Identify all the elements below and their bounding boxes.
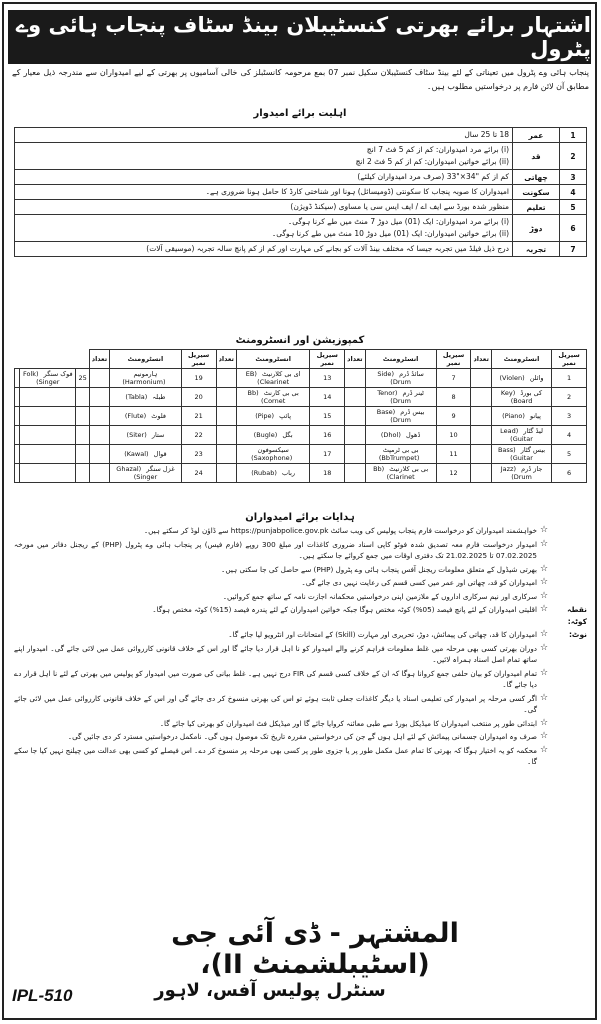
composition-serial: 14 bbox=[310, 388, 345, 407]
composition-instrument bbox=[491, 464, 551, 483]
eligibility-row bbox=[15, 170, 587, 185]
instruction-item bbox=[14, 643, 587, 666]
composition-row bbox=[15, 369, 587, 388]
composition-header: انسٹرومنٹ bbox=[237, 350, 310, 369]
composition-instrument bbox=[237, 426, 310, 445]
composition-count bbox=[15, 388, 20, 407]
composition-serial: 23 bbox=[181, 445, 216, 464]
instruction-text: اقلیتی امیدواران کے لئے پانچ فیصد (05%) کوٹہ مختص ہوگا جبکہ خواتین امیدواران کے لئے پندرہ فیصد (15%) کوٹہ مختص ہوگا۔ bbox=[152, 605, 537, 614]
composition-instrument bbox=[237, 369, 310, 388]
eligibility-serial: 5 bbox=[560, 200, 587, 215]
composition-instrument bbox=[365, 464, 436, 483]
composition-serial bbox=[76, 464, 89, 483]
composition-serial bbox=[76, 407, 89, 426]
instruction-item bbox=[14, 693, 587, 716]
composition-count bbox=[471, 407, 491, 426]
instrument-urdu: جاز ڈرم bbox=[521, 465, 543, 473]
composition-serial: 18 bbox=[310, 464, 345, 483]
instrument-english: (Lead Guitar) bbox=[500, 427, 533, 443]
instruction-item bbox=[14, 668, 587, 691]
instruction-tag: نقطہ کوٹہ: bbox=[567, 605, 587, 626]
composition-serial: 9 bbox=[436, 407, 471, 426]
composition-title: کمپوزیشن اور انسٹرومنٹ bbox=[235, 335, 365, 346]
composition-serial: 7 bbox=[436, 369, 471, 388]
eligibility-value bbox=[15, 170, 513, 185]
instruction-tag bbox=[551, 718, 587, 730]
instructions-title: ہدایات برائے امیدواران bbox=[245, 512, 355, 523]
star-bullet-icon: ☆ bbox=[539, 692, 549, 703]
instruction-item bbox=[14, 731, 587, 743]
instructions-list bbox=[14, 525, 587, 770]
instruction-tag bbox=[551, 577, 587, 589]
composition-count bbox=[216, 464, 236, 483]
eligibility-line: درج ذیل فیلڈ میں تجربہ جیسا کہ مختلف بینڈ آلات کو بجانے کی مہارت اور کم از کم پانچ سالہ تجربہ (موسیقی آلات) bbox=[146, 244, 509, 253]
eligibility-label: تعلیم bbox=[513, 200, 560, 215]
composition-instrument bbox=[365, 445, 436, 464]
composition-serial bbox=[76, 388, 89, 407]
instruction-tag bbox=[551, 539, 587, 562]
eligibility-label: قد bbox=[513, 143, 560, 170]
instrument-english: (Bb Cornet) bbox=[247, 389, 286, 405]
composition-count bbox=[345, 407, 365, 426]
eligibility-value bbox=[15, 200, 513, 215]
instruction-item bbox=[14, 564, 587, 576]
eligibility-row bbox=[15, 200, 587, 215]
instrument-english: (BbTrumpet) bbox=[378, 454, 420, 462]
eligibility-serial: 3 bbox=[560, 170, 587, 185]
composition-count bbox=[15, 369, 20, 388]
instruction-text: دوران بھرتی کسی بھی مرحلہ میں غلط معلومات فراہم کرنے والے امیدوار کو نا اہل قرار دیا جائے گا اور اس کے خلاف قانونی کارروائی عمل میں لائی جائے گی۔ امیدوار اپنے ساتھ تمام اصل اسناد ہمراہ لائیں۔ bbox=[14, 643, 537, 664]
composition-serial: 6 bbox=[552, 464, 587, 483]
instruction-text: امیدوار درخواست فارم معہ تصدیق شدہ فوٹو کاپی اسناد ضروری کاغذات اور مبلغ 300 روپے (فارم فیس) پر پنجاب ہائی وے پٹرول (PHP) کے ریجنل دفاتر میں مورخہ 07.02.2025 تا 21.02.2025 تک دفتری اوقات میں جمع کروائے جا سکتے ہیں۔ bbox=[14, 539, 537, 560]
composition-header: انسٹرومنٹ bbox=[110, 350, 182, 369]
eligibility-line: منظور شدہ بورڈ سے ایف اے / ایف ایس سی یا مساوی (سیکنڈ ڈویژن) bbox=[290, 202, 509, 211]
eligibility-title: اہلیت برائے امیدوار bbox=[253, 108, 347, 119]
instruction-item bbox=[14, 591, 587, 603]
instrument-urdu: بی بی ٹرمپٹ bbox=[382, 446, 419, 454]
composition-count bbox=[216, 407, 236, 426]
composition-serial: 10 bbox=[436, 426, 471, 445]
composition-instrument bbox=[491, 445, 551, 464]
composition-count bbox=[216, 388, 236, 407]
composition-instrument bbox=[20, 445, 76, 464]
instrument-urdu: وائلن bbox=[529, 374, 544, 382]
instrument-english: (Harmonium) bbox=[122, 378, 166, 386]
instruction-item bbox=[14, 539, 587, 562]
composition-count bbox=[471, 388, 491, 407]
instruction-tag bbox=[551, 731, 587, 743]
composition-header: تعداد bbox=[471, 350, 491, 369]
instrument-english: (Pipe) bbox=[255, 412, 275, 420]
composition-instrument bbox=[20, 369, 76, 388]
eligibility-line: امیدواران کا صوبہ پنجاب کا سکونتی (ڈومیسائل) ہونا اور شناختی کارڈ کا حامل ہونا ضروری ہے۔ bbox=[205, 187, 509, 196]
composition-count bbox=[89, 464, 109, 483]
eligibility-line: (ii) برائے خواتین امیدواران: کم از کم 5 فٹ 2 انچ bbox=[355, 157, 509, 166]
composition-instrument bbox=[237, 388, 310, 407]
composition-row bbox=[15, 426, 587, 445]
instrument-english: (EB Clearinet) bbox=[245, 370, 290, 386]
instruction-item bbox=[14, 718, 587, 730]
eligibility-row bbox=[15, 215, 587, 242]
composition-header: تعداد bbox=[89, 350, 109, 369]
eligibility-serial: 2 bbox=[560, 143, 587, 170]
instrument-urdu: بی بی کلارنیٹ bbox=[389, 465, 429, 473]
eligibility-line: (i) برائے مرد امیدواران: ایک (01) میل دوڑ 7 منٹ میں طے کرنا ہوگی۔ bbox=[287, 217, 509, 226]
eligibility-row bbox=[15, 242, 587, 257]
eligibility-label: دوڑ bbox=[513, 215, 560, 242]
composition-count bbox=[471, 369, 491, 388]
eligibility-line: (ii) برائے خواتین امیدواران: ایک (01) میل دوڑ 10 منٹ میں طے کرنا ہوگی۔ bbox=[271, 229, 509, 238]
composition-serial: 13 bbox=[310, 369, 345, 388]
composition-count bbox=[345, 426, 365, 445]
instruction-item bbox=[14, 745, 587, 768]
composition-row bbox=[15, 407, 587, 426]
composition-serial: 4 bbox=[552, 426, 587, 445]
instrument-urdu: غزل سنگر bbox=[146, 465, 175, 473]
instrument-urdu: ستار bbox=[151, 431, 165, 439]
composition-instrument bbox=[20, 464, 76, 483]
advertiser-signature: المشتہر - ڈی آئی جی (اسٹیبلشمنٹ II)، bbox=[171, 918, 459, 980]
instrument-english: (Piano) bbox=[502, 412, 525, 420]
composition-header: انسٹرومنٹ bbox=[365, 350, 436, 369]
eligibility-row bbox=[15, 185, 587, 200]
instrument-urdu: سائڈ ڈرم bbox=[399, 370, 424, 378]
composition-row bbox=[15, 445, 587, 464]
composition-count bbox=[345, 388, 365, 407]
eligibility-value bbox=[15, 242, 513, 257]
instrument-urdu: بیس گٹار bbox=[520, 446, 546, 454]
instrument-english: (Flute) bbox=[124, 412, 147, 420]
star-bullet-icon: ☆ bbox=[539, 744, 549, 755]
composition-serial: 15 bbox=[310, 407, 345, 426]
instrument-urdu: سیکسوفون bbox=[257, 446, 289, 454]
instruction-text: تمام امیدواران کو بیان حلفی جمع کروانا ہوگا کہ ان کے خلاف کسی قسم کی FIR درج نہیں ہے۔ غلط بیانی کی صورت میں امیدوار کو پولیس میں بھرتی کے لئے نا اہل قرار دے دیا جائے گا۔ bbox=[14, 668, 537, 689]
instruction-text: محکمہ کو یہ اختیار ہوگا کہ بھرتی کا تمام عمل مکمل طور پر یا جزوی طور پر کسی بھی مرحلہ پر منسوخ کر دے۔ اس فیصلے کو کسی بھی عدالت میں چیلنج نہیں کیا جا سکے گا۔ bbox=[14, 745, 537, 766]
intro-text: پنجاب ہائی وے پٹرول میں تعیناتی کے لئے بینڈ سٹاف کنسٹیبلان سکیل نمبر 07 بمع مرحومہ کانسٹبلز کی خالی آسامیوں پر بھرتی کے لیے امیدواران سے مندرجہ ذیل معیار کے مطابق آن لائن فارم پر درخواستیں مطلوب ہیں۔ bbox=[12, 68, 590, 91]
composition-instrument bbox=[365, 388, 436, 407]
composition-instrument bbox=[110, 464, 182, 483]
instrument-urdu: ای بی کلارنیٹ bbox=[261, 370, 301, 378]
eligibility-value bbox=[15, 143, 513, 170]
composition-header: سیریل نمبر bbox=[552, 350, 587, 369]
instrument-urdu: ٹینر ڈرم bbox=[402, 389, 424, 397]
instruction-tag bbox=[551, 745, 587, 768]
eligibility-line: (i) برائے مرد امیدواران: کم از کم 5 فٹ 7 انچ bbox=[366, 145, 509, 154]
instruction-text: سرکاری اور نیم سرکاری اداروں کے ملازمین اپنی درخواستیں محکمانہ اجازت نامہ کے ساتھ جمع کروائیں۔ bbox=[222, 591, 537, 601]
composition-header: سیریل نمبر bbox=[436, 350, 471, 369]
instruction-tag bbox=[551, 525, 587, 537]
star-bullet-icon: ☆ bbox=[539, 538, 549, 549]
composition-instrument bbox=[237, 464, 310, 483]
instruction-tag bbox=[551, 643, 587, 666]
composition-serial: 1 bbox=[552, 369, 587, 388]
instrument-english: (Tenor Drum) bbox=[377, 389, 411, 405]
instrument-english: (Bb Clarinet) bbox=[373, 465, 415, 481]
eligibility-label: تجربہ bbox=[513, 242, 560, 257]
composition-count bbox=[89, 407, 109, 426]
composition-instrument bbox=[20, 407, 76, 426]
composition-serial: 24 bbox=[181, 464, 216, 483]
composition-row bbox=[15, 464, 587, 483]
instruction-item bbox=[14, 577, 587, 589]
instrument-urdu: فوک سنگر bbox=[43, 370, 73, 378]
composition-serial: 22 bbox=[181, 426, 216, 445]
composition-serial: 20 bbox=[181, 388, 216, 407]
instrument-urdu: پیانو bbox=[529, 412, 541, 420]
composition-count bbox=[345, 464, 365, 483]
instrument-urdu: کی بورڈ bbox=[520, 389, 543, 397]
composition-serial: 12 bbox=[436, 464, 471, 483]
composition-serial: 19 bbox=[181, 369, 216, 388]
eligibility-serial: 7 bbox=[560, 242, 587, 257]
instrument-urdu: پائپ bbox=[279, 412, 292, 420]
eligibility-serial: 1 bbox=[560, 128, 587, 143]
instrument-english: (Bass Guitar) bbox=[497, 446, 533, 462]
instrument-urdu: ہارمونیم bbox=[133, 370, 158, 378]
instrument-english: (Tabla) bbox=[125, 393, 148, 401]
eligibility-serial: 6 bbox=[560, 215, 587, 242]
instrument-english: (Key Board) bbox=[500, 389, 533, 405]
instruction-text: امیدواران کو قد، چھاتی اور عمر میں کسی قسم کی رعایت نہیں دی جائے گی۔ bbox=[301, 578, 537, 587]
instruction-item bbox=[14, 629, 587, 641]
instrument-english: (Ghazal Singer) bbox=[116, 465, 158, 481]
composition-count bbox=[216, 369, 236, 388]
eligibility-serial: 4 bbox=[560, 185, 587, 200]
composition-header: انسٹرومنٹ bbox=[491, 350, 551, 369]
composition-count bbox=[89, 388, 109, 407]
composition-header: سیریل نمبر bbox=[181, 350, 216, 369]
eligibility-row bbox=[15, 143, 587, 170]
instruction-item bbox=[14, 604, 587, 627]
composition-instrument bbox=[237, 445, 310, 464]
instrument-urdu: بگل bbox=[282, 431, 293, 439]
composition-instrument bbox=[110, 445, 182, 464]
instrument-urdu: فلوٹ bbox=[151, 412, 167, 420]
instrument-urdu: بیس ڈرم bbox=[400, 408, 425, 416]
instruction-text: اگر کسی مرحلہ پر امیدوار کی تعلیمی اسناد یا دیگر کاغذات جعلی ثابت ہوئے تو اس کی بھرتی منسوخ کر دی جائے گی اور اس کے خلاف قانونی کارروائی عمل میں لائی جائے گی۔ bbox=[14, 693, 537, 714]
eligibility-label: چھاتی bbox=[513, 170, 560, 185]
composition-instrument bbox=[365, 407, 436, 426]
instruction-text: صرف وہ امیدواران جسمانی پیمائش کے لئے اہل ہوں گے جن کی درخواستیں مقررہ تاریخ تک موصول ہوں گی۔ نامکمل درخواستیں مسترد کر دی جائیں گی۔ bbox=[67, 732, 537, 741]
star-bullet-icon: ☆ bbox=[539, 717, 549, 728]
instruction-text: ابتدائی طور پر منتخب امیدواران کا میڈیکل بورڈ سے طبی معائنہ کروایا جائے گا اور میڈیکل فٹ امیدواران کو بھرتی کیا جائے گا۔ bbox=[159, 718, 537, 728]
star-bullet-icon: ☆ bbox=[539, 604, 549, 614]
composition-instrument bbox=[110, 388, 182, 407]
composition-count bbox=[471, 445, 491, 464]
star-bullet-icon: ☆ bbox=[539, 642, 549, 653]
ipl-code: IPL-510 bbox=[12, 986, 73, 1005]
instruction-text: بھرتی شیڈول کے متعلق معلومات ریجنل آفس پنجاب ہائی وے پٹرول (PHP) سے حاصل کی جا سکتی ہیں۔ bbox=[221, 564, 537, 574]
eligibility-line: کم از کم "34×"33 (صرف مرد امیدواران کیلئے) bbox=[357, 172, 509, 181]
instrument-english: (Kawal) bbox=[124, 450, 149, 458]
star-bullet-icon: ☆ bbox=[539, 563, 549, 574]
composition-serial: 11 bbox=[436, 445, 471, 464]
composition-serial: 21 bbox=[181, 407, 216, 426]
instruction-tag bbox=[551, 668, 587, 691]
composition-count bbox=[15, 407, 20, 426]
instruction-tag bbox=[551, 693, 587, 716]
composition-serial: 16 bbox=[310, 426, 345, 445]
eligibility-label: عمر bbox=[513, 128, 560, 143]
composition-table bbox=[14, 349, 587, 483]
composition-serial: 17 bbox=[310, 445, 345, 464]
composition-instrument bbox=[491, 388, 551, 407]
composition-instrument bbox=[491, 426, 551, 445]
instrument-english: (Dhol) bbox=[380, 431, 401, 439]
composition-serial: 25 bbox=[76, 369, 89, 388]
composition-instrument bbox=[237, 407, 310, 426]
composition-instrument bbox=[365, 369, 436, 388]
instrument-english: (Base Drum) bbox=[376, 408, 411, 424]
composition-instrument bbox=[491, 369, 551, 388]
composition-count bbox=[216, 445, 236, 464]
office-address: سنٹرل پولیس آفس، لاہور bbox=[154, 980, 386, 1001]
instruction-text: خواہشمند امیدواران کو درخواست فارم پنجاب پولیس کی ویب سائٹ https://punjabpolice.gov.pk سے ڈاؤن لوڈ کر سکتے ہیں۔ bbox=[143, 526, 537, 535]
instruction-tag bbox=[551, 564, 587, 576]
eligibility-label: سکونت bbox=[513, 185, 560, 200]
instrument-english: (Jazz Drum) bbox=[500, 465, 532, 481]
headline-banner: اشتہار برائے بھرتی کنسٹیبلان بینڈ سٹاف پنجاب ہائی وے پٹرول bbox=[8, 10, 591, 64]
instrument-urdu: لیڈ گٹار bbox=[523, 427, 543, 435]
composition-instrument bbox=[365, 426, 436, 445]
composition-count bbox=[471, 426, 491, 445]
composition-count bbox=[89, 426, 109, 445]
composition-instrument bbox=[491, 407, 551, 426]
composition-instrument bbox=[110, 426, 182, 445]
eligibility-value bbox=[15, 185, 513, 200]
star-bullet-icon: ☆ bbox=[539, 525, 549, 535]
eligibility-value bbox=[15, 215, 513, 242]
instrument-urdu: ڈھول bbox=[405, 431, 421, 439]
composition-count bbox=[89, 369, 109, 388]
instrument-urdu: بی بی کارنٹ bbox=[263, 389, 299, 397]
composition-serial: 2 bbox=[552, 388, 587, 407]
eligibility-row bbox=[15, 128, 587, 143]
composition-instrument bbox=[20, 426, 76, 445]
eligibility-table bbox=[14, 127, 587, 257]
composition-serial bbox=[76, 445, 89, 464]
composition-header: تعداد bbox=[345, 350, 365, 369]
instrument-urdu: قوال bbox=[153, 450, 167, 458]
composition-instrument bbox=[20, 388, 76, 407]
star-bullet-icon: ☆ bbox=[539, 667, 549, 678]
composition-count bbox=[15, 445, 20, 464]
instruction-tag bbox=[551, 591, 587, 603]
composition-serial bbox=[76, 426, 89, 445]
instrument-urdu: طبلہ bbox=[152, 393, 166, 401]
star-bullet-icon: ☆ bbox=[539, 629, 549, 639]
instrument-urdu: رباب bbox=[282, 469, 296, 477]
composition-count bbox=[216, 426, 236, 445]
composition-count bbox=[345, 445, 365, 464]
composition-serial: 8 bbox=[436, 388, 471, 407]
composition-serial: 3 bbox=[552, 407, 587, 426]
composition-instrument bbox=[110, 369, 182, 388]
composition-count bbox=[15, 464, 20, 483]
composition-header: سیریل نمبر bbox=[310, 350, 345, 369]
star-bullet-icon: ☆ bbox=[539, 590, 549, 601]
instruction-tag: نوٹ: bbox=[568, 630, 587, 639]
instrument-english: (Siter) bbox=[126, 431, 147, 439]
composition-count bbox=[89, 445, 109, 464]
composition-count bbox=[471, 464, 491, 483]
instrument-english: (Saxophone) bbox=[251, 454, 293, 462]
instrument-english: (Violen) bbox=[499, 374, 525, 382]
composition-instrument bbox=[110, 407, 182, 426]
star-bullet-icon: ☆ bbox=[539, 731, 549, 741]
composition-serial: 5 bbox=[552, 445, 587, 464]
instrument-english: (Side Drum) bbox=[377, 370, 411, 386]
instrument-english: (Bugle) bbox=[253, 431, 278, 439]
instruction-text: امیدواران کا قد، چھاتی کی پیمائش، دوڑ، تحریری اور مہارت (Skill) کے امتحانات اور انٹرویو لیا جائے گا۔ bbox=[228, 630, 537, 639]
composition-count bbox=[345, 369, 365, 388]
composition-row bbox=[15, 388, 587, 407]
composition-header: تعداد bbox=[216, 350, 236, 369]
instrument-english: (Rubab) bbox=[251, 469, 277, 477]
star-bullet-icon: ☆ bbox=[539, 577, 549, 587]
composition-count bbox=[15, 426, 20, 445]
instruction-item bbox=[14, 525, 587, 537]
instrument-english: (Folk Singer) bbox=[22, 370, 60, 386]
eligibility-line: 18 تا 25 سال bbox=[464, 130, 509, 139]
eligibility-value bbox=[15, 128, 513, 143]
